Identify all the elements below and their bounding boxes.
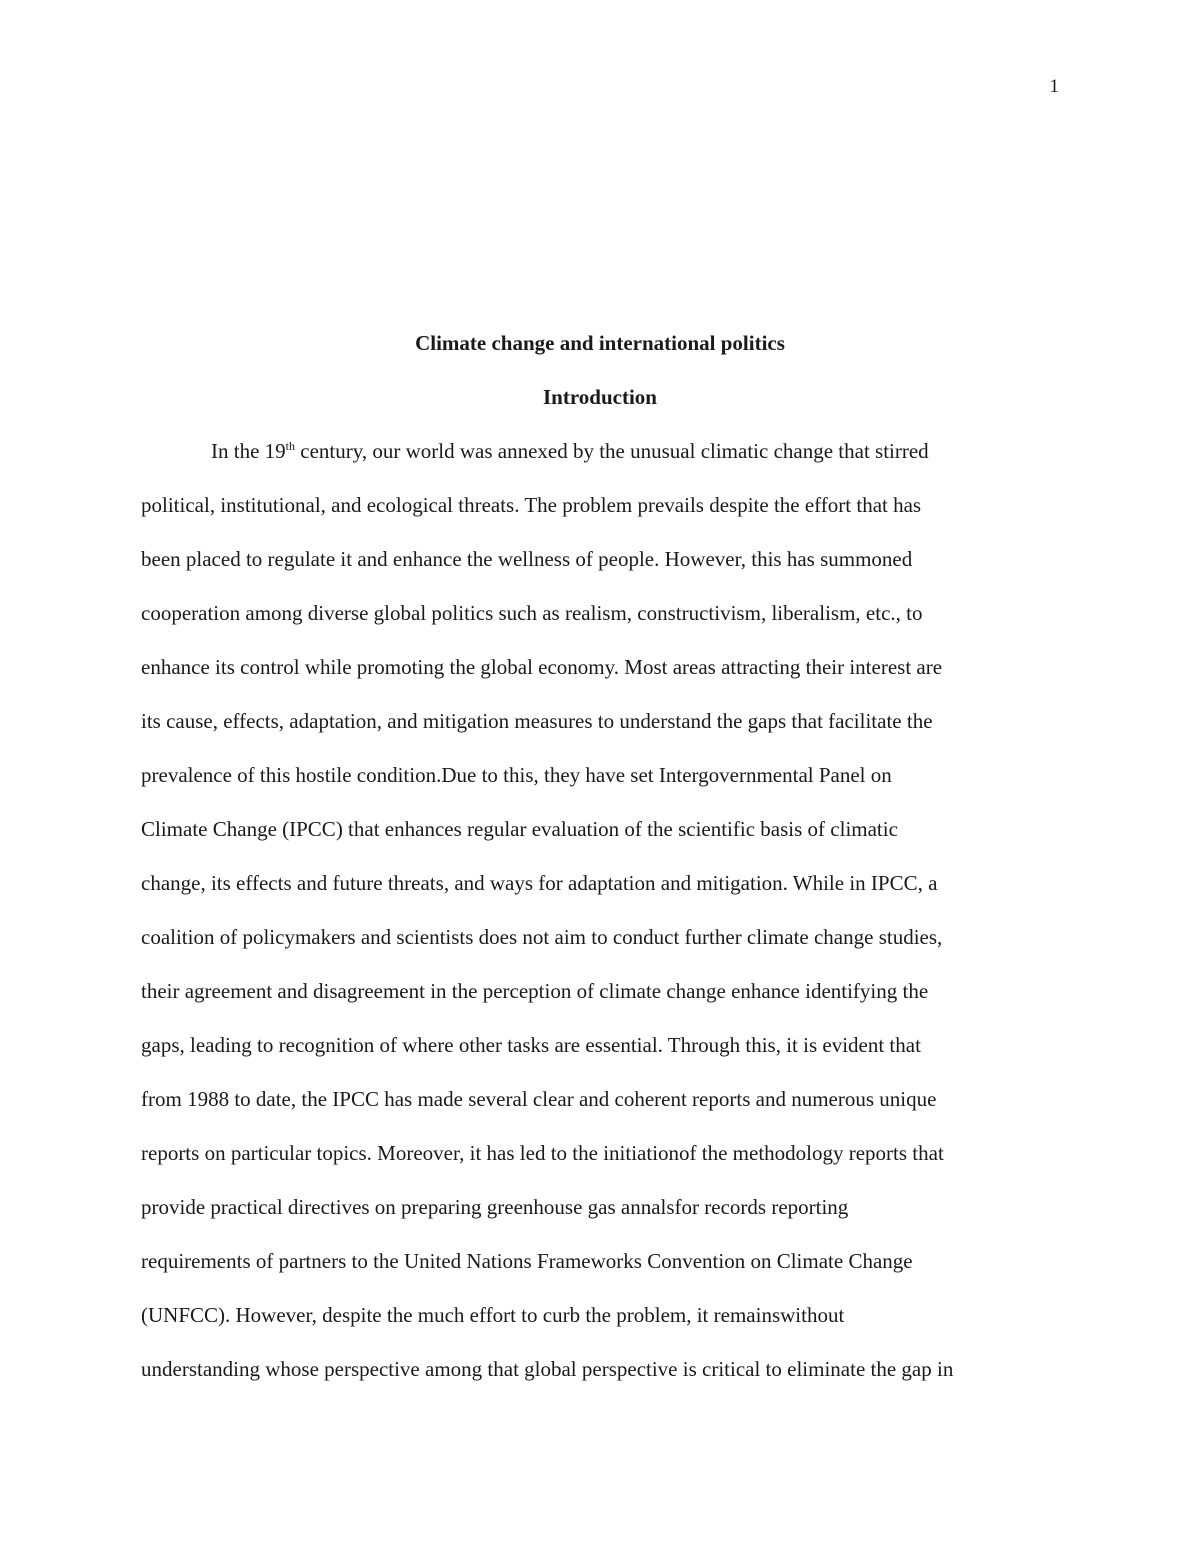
body-paragraph	[141, 436, 1061, 1408]
paragraph-line: cooperation among diverse global politics such as realism, constructivism, liberalism, etc., to	[141, 601, 923, 625]
paragraph-line: gaps, leading to recognition of where other tasks are essential. Through this, it is evident that	[141, 1033, 921, 1057]
paragraph-line: requirements of partners to the United Nations Frameworks Convention on Climate Change	[141, 1249, 913, 1273]
paragraph-line	[141, 436, 1061, 490]
paragraph-line: been placed to regulate it and enhance the wellness of people. However, this has summoned	[141, 547, 913, 571]
paragraph-line: reports on particular topics. Moreover, it has led to the initiationof the methodology reports that	[141, 1141, 944, 1165]
paragraph-line: change, its effects and future threats, and ways for adaptation and mitigation. While in IPCC, a	[141, 871, 938, 895]
paragraph-line: political, institutional, and ecological threats. The problem prevails despite the effort that has	[141, 493, 922, 517]
line-text-after-sup: century, our world was annexed by the unusual climatic change that stirred	[295, 439, 929, 463]
paragraph-line: understanding whose perspective among that global perspective is critical to eliminate the gap in	[141, 1357, 954, 1381]
paragraph-line: enhance its control while promoting the global economy. Most areas attracting their interest are	[141, 655, 943, 679]
document-title: Climate change and international politics	[415, 331, 785, 355]
paragraph-line: their agreement and disagreement in the perception of climate change enhance identifying the	[141, 979, 929, 1003]
paragraph-line: (UNFCC). However, despite the much effort to curb the problem, it remainswithout	[141, 1303, 845, 1327]
paragraph-line: prevalence of this hostile condition.Due to this, they have set Intergovernmental Panel on	[141, 763, 892, 787]
section-heading: Introduction	[543, 385, 657, 409]
paragraph-line: Climate Change (IPCC) that enhances regular evaluation of the scientific basis of climatic	[141, 817, 898, 841]
ordinal-superscript: th	[285, 439, 295, 453]
paragraph-line: its cause, effects, adaptation, and mitigation measures to understand the gaps that facilitate the	[141, 709, 933, 733]
paragraph-line: provide practical directives on preparing greenhouse gas annalsfor records reporting	[141, 1195, 849, 1219]
paragraph-line: from 1988 to date, the IPCC has made several clear and coherent reports and numerous unique	[141, 1087, 937, 1111]
line-text-before-sup: In the 19	[211, 439, 286, 463]
page-number: 1	[1049, 76, 1059, 97]
paragraph-line: coalition of policymakers and scientists does not aim to conduct further climate change studies,	[141, 925, 943, 949]
